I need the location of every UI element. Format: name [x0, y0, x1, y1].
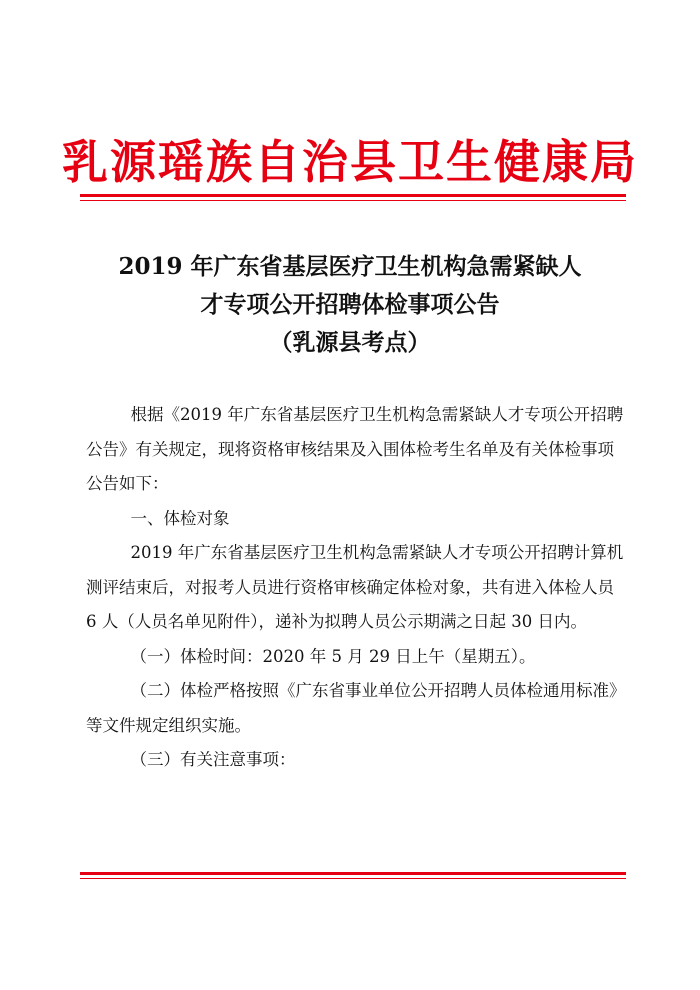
organization-header: 乳源瑶族自治县卫生健康局 — [62, 135, 638, 189]
title-line-1: 2019 年广东省基层医疗卫生机构急需紧缺人 — [118, 253, 582, 280]
header-divider — [80, 194, 626, 201]
footer-divider — [80, 872, 626, 879]
document-title — [0, 248, 700, 362]
item-exam-time: （一）体检时间：2020 年 5 月 29 日上午（星期五）。 — [130, 646, 536, 666]
paragraph-intro: 根据《2019 年广东省基层医疗卫生机构急需紧缺人才专项公开招聘公告》有关规定，现将资格审核结果及入围体检考生名单及有关体检事项公告如下： — [86, 405, 624, 493]
section-heading-exam-subjects: 一、体检对象 — [130, 508, 230, 528]
title-line-3: （乳源县考点） — [269, 329, 431, 356]
item-exam-standard: （二）体检严格按照《广东省事业单位公开招聘人员体检通用标准》等文件规定组织实施。 — [86, 681, 626, 735]
item-notes-heading: （三）有关注意事项： — [130, 750, 296, 769]
paragraph-exam-subjects: 2019 年广东省基层医疗卫生机构急需紧缺人才专项公开招聘计算机测评结束后，对报考人员进行资格审核确定体检对象，共有进入体检人员 6 人（人员名单见附件），递补为拟聘人员公示期满之日起 30 日内。 — [86, 543, 624, 631]
title-line-2: 才专项公开招聘体检事项公告 — [200, 291, 500, 318]
document-body — [86, 398, 626, 778]
